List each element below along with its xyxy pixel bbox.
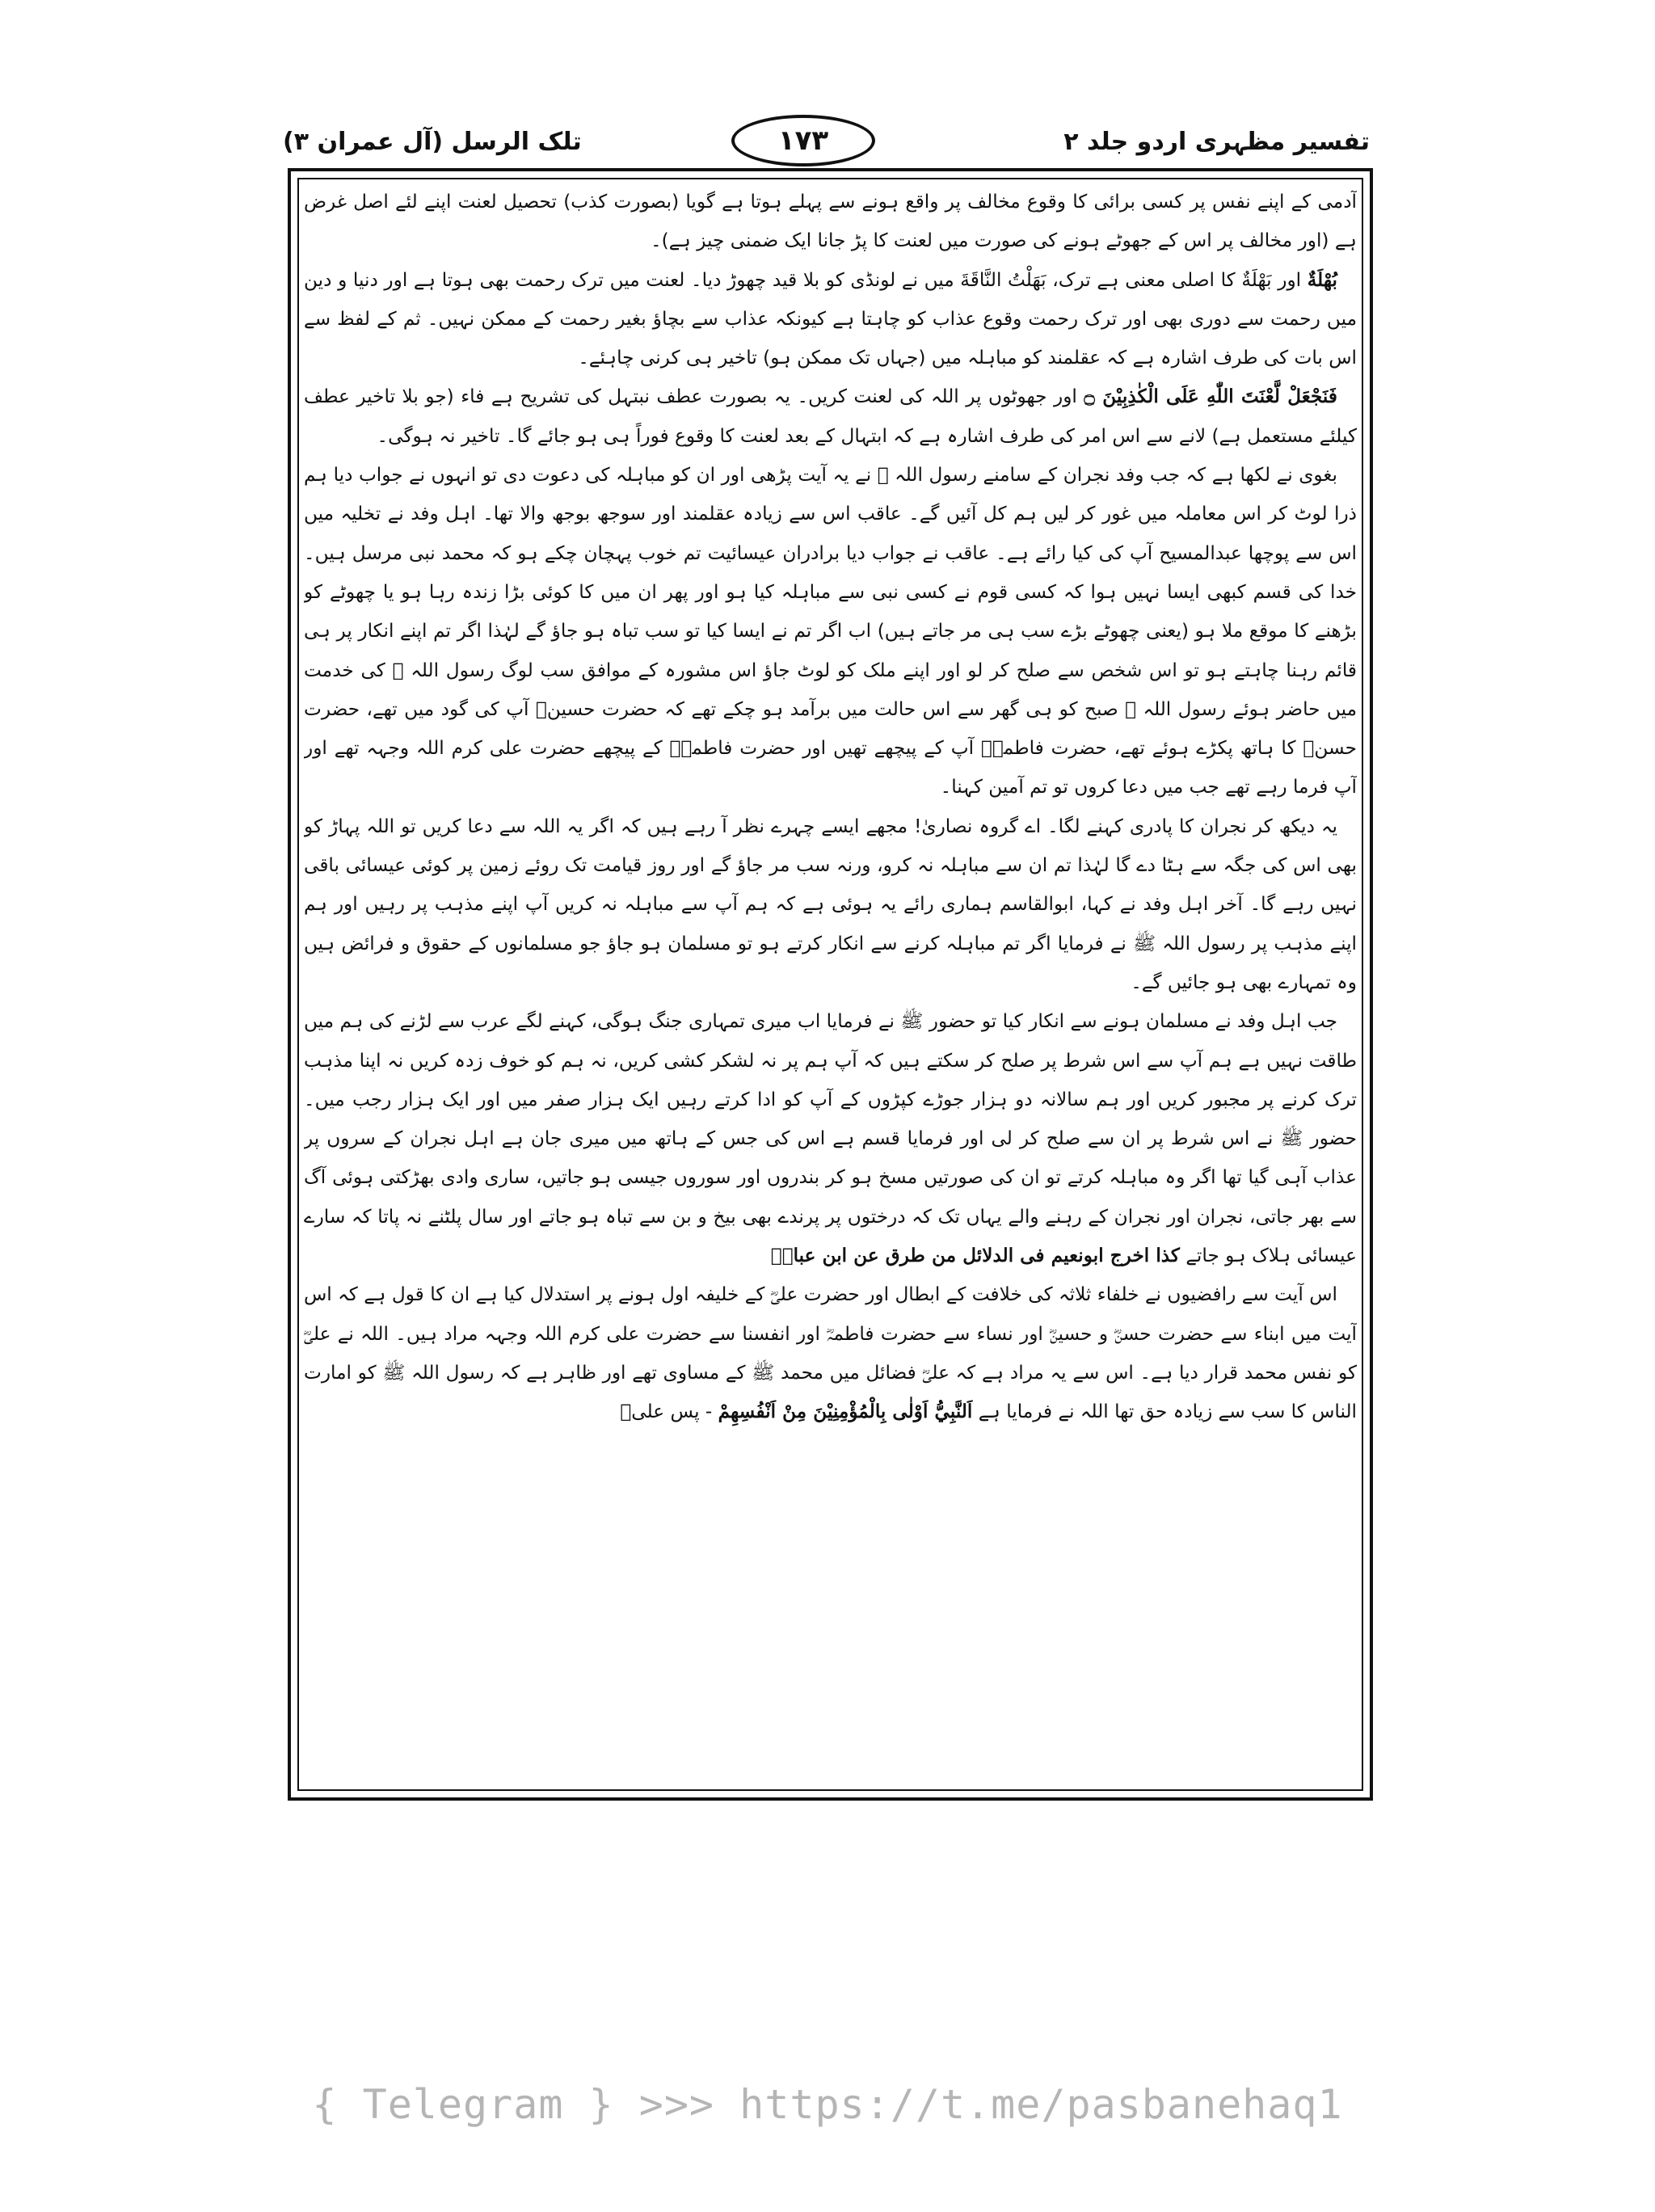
quran-verse: فَنَجْعَلْ لَّعْنَتَ اللّٰهِ عَلَى الْكٰذِبِيْنَ ۝ <box>1084 386 1337 408</box>
paragraph <box>304 261 1357 378</box>
paragraph-text: اس آیت سے رافضیوں نے خلفاء ثلاثہ کی خلافت کے ابطال اور حضرت علیؓ کے خلیفہ اول ہونے پر استدلال کیا ہے ان کا قول ہے کہ اس آیت میں ابناء سے حضرت حسنؓ و حسینؓ اور نساء سے حضرت فاطمہؓ اور انفسنا سے حضرت علی کرم اللہ وجہہ مراد ہیں۔ اللہ نے علیؓ کو نفس محمد قرار دیا ہے۔ اس سے یہ مراد ہے کہ علیؓ فضائل میں محمد ﷺ کے مساوی تھے اور ظاہر ہے کہ رسول اللہ ﷺ کو امارت الناس کا سب سے زیادہ حق تھا اللہ نے فرمایا ہے <box>304 1283 1357 1423</box>
paragraph-text: جب اہل وفد نے مسلمان ہونے سے انکار کیا تو حضور ﷺ نے فرمایا اب میری تمہاری جنگ ہوگی، کہنے لگے عرب سے لڑنے کی ہم میں طاقت نہیں ہے ہم آپ سے اس شرط پر صلح کر سکتے ہیں کہ آپ ہم پر نہ لشکر کشی کریں، نہ ہم کو خوف زدہ کریں نہ اپنا مذہب ترک کرنے پر مجبور کریں اور ہم سالانہ دو ہزار جوڑے کپڑوں کے آپ کو ادا کرتے رہیں ایک ہزار صفر میں اور ایک ہزار رجب میں۔ حضور ﷺ نے اس شرط پر ان سے صلح کر لی اور فرمایا قسم ہے اس کی جس کے ہاتھ میں میری جان ہے اہل نجران کے سروں پر عذاب آہی گیا تھا اگر وہ مباہلہ کرتے تو ان کی صورتیں مسخ ہو کر بندروں اور سوروں جیسی ہو جاتیں، ساری وادی بھڑکتی ہوئی آگ سے بھر جاتی، نجران اور نجران کے رہنے والے یہاں تک کہ درختوں پر پرندے بھی بیخ و بن سے تباہ ہو جاتے اور سال پلٹنے نہ پاتا کہ سارے عیسائی ہلاک ہو جاتے <box>304 1010 1357 1267</box>
quran-verse: اَلنَّبِيُّ اَوْلٰى بِالْمُؤْمِنِيْنَ مِنْ اَنْفُسِهِمْ <box>718 1401 973 1423</box>
paragraph-text: اور بَهْلَةٌ کا اصلی معنی ہے ترک، بَهَلْتُ النَّاقَةَ میں نے لونڈی کو بلا قید چھوڑ دیا۔ لعنت میں ترک رحمت بھی ہوتا ہے اور دنیا و دین میں رحمت سے دوری بھی اور ترک رحمت وقوع عذاب کو چاہتا ہے کیونکہ عذاب سے بچاؤ بغیر رحمت کے ممکن نہیں۔ ثم کے لفظ سے اس بات کی طرف اشارہ ہے کہ عقلمند کو مباہلہ میں (جہاں تک ممکن ہو) تاخیر ہی کرنی چاہئے۔ <box>304 268 1357 369</box>
paragraph <box>304 1002 1357 1275</box>
paragraph <box>304 377 1357 456</box>
paragraph: آدمی کے اپنے نفس پر کسی برائی کا وقوع مخالف پر واقع ہونے سے پہلے ہوتا ہے گویا (بصورت کذب) تحصیل لعنت اپنے لئے اصل غرض ہے (اور مخالف پر اس کے جھوٹے ہونے کی صورت میں لعنت کا پڑ جانا ایک ضمنی چیز ہے)۔ <box>304 191 1357 252</box>
arabic-term: بُهْلَةٌ <box>1307 268 1337 291</box>
telegram-watermark: { Telegram } >>> https://t.me/pasbanehaq1 <box>312 2081 1343 2128</box>
paragraph: بغوی نے لکھا ہے کہ جب وفد نجران کے سامنے رسول اللہ ﷺ نے یہ آیت پڑھی اور ان کو مباہلہ کی دعوت دی تو انہوں نے جواب دیا ہم ذرا لوٹ کر اس معاملہ میں غور کر لیں ہم کل آئیں گے۔ عاقب اس سے زیادہ عقلمند اور سوجھ بوجھ والا تھا۔ اہل وفد نے تخلیہ میں اس سے پوچھا عبدالمسیح آپ کی کیا رائے ہے۔ عاقب نے جواب دیا برادران عیسائیت تم خوب پہچان چکے ہو کہ محمد نبی مرسل ہیں۔ خدا کی قسم کبھی ایسا نہیں ہوا کہ کسی قوم نے کسی نبی سے مباہلہ کیا ہو اور پھر ان میں کا کوئی بڑا زندہ رہا ہو یا چھوٹے کو بڑھنے کا موقع ملا ہو (یعنی چھوٹے بڑے سب ہی مر جاتے ہیں) اب اگر تم نے ایسا کیا تو سب تباہ ہو جاؤ گے لہٰذا اگر تم اپنے انکار پر ہی قائم رہنا چاہتے ہو تو اس شخص سے صلح کر لو اور اپنے ملک کو لوٹ جاؤ اس مشورہ کے موافق سب لوگ رسول اللہ ﷺ کی خدمت میں حاضر ہوئے رسول اللہ ﷺ صبح کو ہی گھر سے اس حالت میں برآمد ہو چکے تھے کہ حضرت حسینؓ آپ کی گود میں تھے، حضرت حسنؓ کا ہاتھ پکڑے ہوئے تھے، حضرت فاطمہؓ آپ کے پیچھے تھیں اور حضرت فاطمہؓ کے پیچھے حضرت علی کرم اللہ وجہہ تھے اور آپ فرما رہے تھے جب میں دعا کروں تو تم آمین کہنا۔ <box>304 464 1357 798</box>
book-title: تفسیر مظہری اردو جلد ۲ <box>1063 127 1370 156</box>
paragraph: یہ دیکھ کر نجران کا پادری کہنے لگا۔ اے گروہ نصاریٰ! مجھے ایسے چہرے نظر آ رہے ہیں کہ اگر یہ اللہ سے دعا کریں تو اللہ پہاڑ کو بھی اس کی جگہ سے ہٹا دے گا لہٰذا تم ان سے مباہلہ نہ کرو، ورنہ سب مر جاؤ گے اور روز قیامت تک روئے زمین پر کوئی عیسائی باقی نہیں رہے گا۔ آخر اہل وفد نے کہا، ابوالقاسم ہماری رائے یہ ہوئی ہے کہ ہم آپ سے مباہلہ نہ کریں آپ اپنے مذہب پر رہیں اور ہم اپنے مذہب پر رسول اللہ ﷺ نے فرمایا اگر تم مباہلہ کرنے سے انکار کرتے ہو تو مسلمان ہو جاؤ جو مسلمانوں کے حقوق و فرائض ہیں وہ تمہارے بھی ہو جائیں گے۔ <box>304 815 1357 993</box>
page-number: ۱۷۳ <box>731 115 875 166</box>
paragraph <box>304 1275 1357 1431</box>
paragraph-text: اور جھوٹوں پر اللہ کی لعنت کریں۔ یہ بصورت عطف نبتہل کی تشریح ہے فاء (جو بلا تاخیر عطف کیلئے مستعمل ہے) لانے سے اس امر کی طرف اشارہ ہے کہ ابتہال کے بعد لعنت کا وقوع فوراً ہی ہو جائے گا۔ تاخیر نہ ہوگی۔ <box>304 386 1357 447</box>
paragraph-text: - پس علیؓ <box>620 1401 713 1423</box>
section-title: تلک الرسل (آل عمران ۳) <box>283 127 582 156</box>
citation: کذا اخرج ابونعیم فی الدلائل من طرق عن ابن عباسؓ <box>770 1245 1180 1267</box>
page-body <box>304 183 1357 1791</box>
